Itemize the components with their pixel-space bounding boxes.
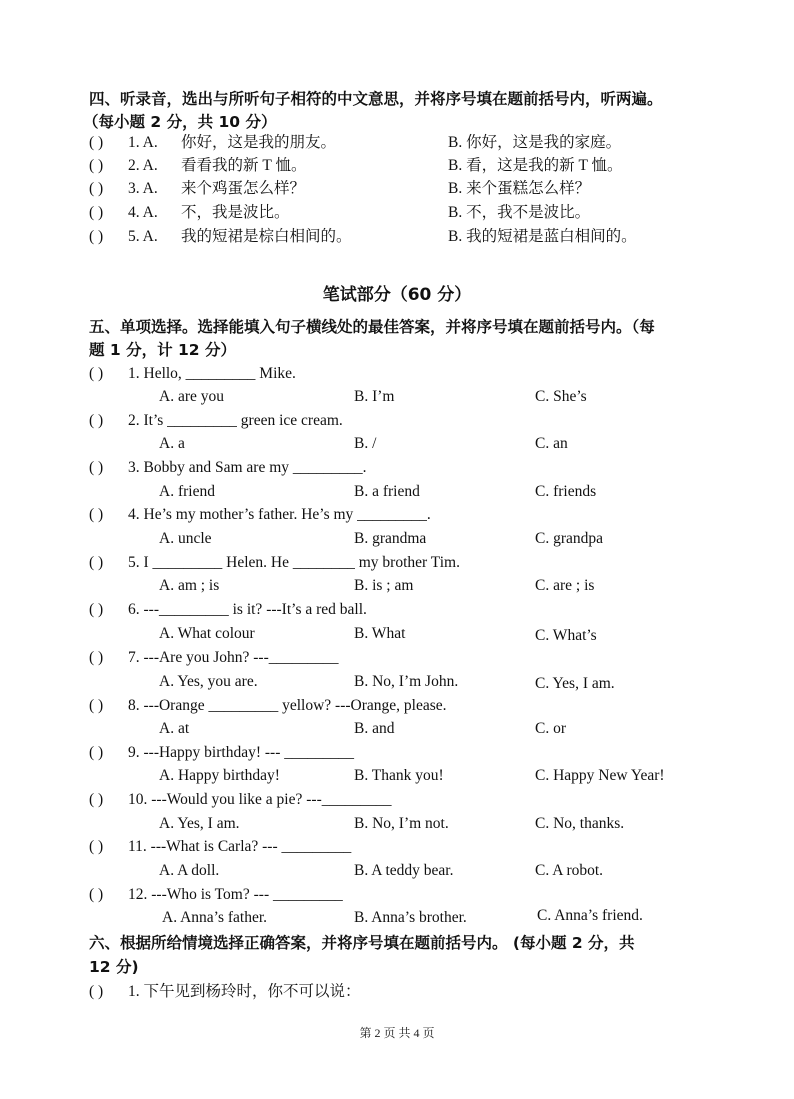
option-c: C. an [535, 435, 568, 452]
option-a: A. am ; is [159, 577, 220, 594]
question-text: 2. It’s _________ green ice cream. [128, 412, 343, 429]
option-c: C. or [535, 720, 566, 737]
answer-paren[interactable]: ( ) [89, 649, 104, 666]
options-row [0, 717, 794, 741]
question-text: 12. ---Who is Tom? --- _________ [128, 886, 343, 903]
option-b: B. What [354, 625, 406, 642]
question-text: 10. ---Would you like a pie? ---_________ [128, 791, 392, 808]
question-text: 4. He’s my mother’s father. He’s my _________. [128, 506, 431, 523]
option-b: B. and [354, 720, 395, 737]
answer-paren[interactable]: ( ) [89, 838, 104, 855]
option-c: C. Yes, I am. [535, 675, 615, 692]
option-a: A. Happy birthday! [159, 767, 280, 784]
answer-paren[interactable]: ( ) [89, 459, 104, 476]
question-text: 7. ---Are you John? ---_________ [128, 649, 339, 666]
question-text: 11. ---What is Carla? --- _________ [128, 838, 352, 855]
question-row [0, 362, 794, 386]
question-row [0, 456, 794, 480]
question-text: 5. I _________ Helen. He ________ my brother Tim. [128, 554, 460, 571]
section6-heading-line2: 12 分) [89, 958, 139, 976]
item-number: 2. A. [128, 157, 158, 174]
item-number: 4. A. [128, 204, 158, 221]
option-a: A. What colour [159, 625, 255, 642]
option-c: C. are ; is [535, 577, 595, 594]
option-a: A. Anna’s father. [162, 909, 268, 926]
option-b: B. grandma [354, 530, 427, 547]
option-b: B. 你好，这是我的家庭。 [448, 134, 622, 151]
section5-heading [0, 315, 794, 339]
section5-heading-line2: 题 1 分，计 12 分） [89, 341, 236, 359]
option-b: B. 看，这是我的新 T 恤。 [448, 157, 623, 174]
list-item [0, 225, 794, 249]
question-row [0, 788, 794, 812]
option-b: B. 我的短裙是蓝白相间的。 [448, 228, 637, 245]
option-b: B. No, I’m not. [354, 815, 449, 832]
section6-heading [0, 931, 794, 955]
list-item [0, 131, 794, 155]
answer-paren[interactable]: ( ) [89, 365, 104, 382]
answer-paren[interactable]: ( ) [89, 228, 104, 245]
option-b: B. is ; am [354, 577, 414, 594]
option-a: 我的短裙是棕白相间的。 [181, 228, 352, 245]
option-c: C. A robot. [535, 862, 604, 879]
answer-paren[interactable]: ( ) [89, 134, 104, 151]
options-row [0, 574, 794, 598]
options-row [0, 622, 794, 646]
option-b: B. / [354, 435, 377, 452]
options-row [0, 432, 794, 456]
question-row [0, 694, 794, 718]
option-a: 你好，这是我的朋友。 [181, 134, 337, 151]
section4-heading-line1: 四、听录音，选出与所听句子相符的中文意思，并将序号填在题前括号内，听两遍。 [89, 90, 663, 108]
item-number: 5. A. [128, 228, 158, 245]
answer-paren[interactable]: ( ) [89, 180, 104, 197]
option-c: C. friends [535, 483, 597, 500]
section5-heading-line1: 五、单项选择。选择能填入句子横线处的最佳答案，并将序号填在题前括号内。（每 [89, 318, 655, 336]
option-c: C. What’s [535, 627, 597, 644]
answer-paren[interactable]: ( ) [89, 697, 104, 714]
question-row [0, 646, 794, 670]
question-row [0, 503, 794, 527]
option-c: C. No, thanks. [535, 815, 625, 832]
option-a: 不，我是波比。 [181, 204, 290, 221]
option-a: A. at [159, 720, 190, 737]
section4-heading [0, 87, 794, 111]
list-item [0, 177, 794, 201]
answer-paren[interactable]: ( ) [89, 886, 104, 903]
question-row [0, 835, 794, 859]
question-text: 6. ---_________ is it? ---It’s a red ball. [128, 601, 367, 618]
options-row [0, 385, 794, 409]
answer-paren[interactable]: ( ) [89, 601, 104, 618]
question-text: 1. 下午见到杨玲时，你不可以说： [128, 983, 361, 1000]
option-c: C. She’s [535, 388, 587, 405]
written-section-title: 笔试部分（60 分） [322, 285, 472, 305]
section5-heading-2 [0, 338, 794, 362]
option-a: 看看我的新 T 恤。 [181, 157, 307, 174]
question-row [0, 980, 794, 1004]
question-row [0, 551, 794, 575]
option-b: B. No, I’m John. [354, 673, 459, 690]
option-b: B. I’m [354, 388, 395, 405]
option-b: B. 不，我不是波比。 [448, 204, 591, 221]
question-row [0, 883, 794, 907]
question-row [0, 598, 794, 622]
item-number: 1. A. [128, 134, 158, 151]
question-text: 9. ---Happy birthday! --- _________ [128, 744, 354, 761]
options-row [0, 859, 794, 883]
question-text: 3. Bobby and Sam are my _________. [128, 459, 367, 476]
option-a: A. Yes, you are. [159, 673, 258, 690]
answer-paren[interactable]: ( ) [89, 791, 104, 808]
answer-paren[interactable]: ( ) [89, 412, 104, 429]
answer-paren[interactable]: ( ) [89, 744, 104, 761]
option-a: A. a [159, 435, 185, 452]
option-c: C. Anna’s friend. [537, 907, 643, 924]
question-row [0, 741, 794, 765]
option-c: C. Happy New Year! [535, 767, 665, 784]
item-number: 3. A. [128, 180, 158, 197]
options-row [0, 527, 794, 551]
question-row [0, 409, 794, 433]
question-text: 8. ---Orange _________ yellow? ---Orange, please. [128, 697, 447, 714]
option-a: A. Yes, I am. [159, 815, 240, 832]
options-row [0, 812, 794, 836]
answer-paren[interactable]: ( ) [89, 157, 104, 174]
option-c: C. grandpa [535, 530, 604, 547]
options-row [0, 906, 794, 930]
answer-paren[interactable]: ( ) [89, 554, 104, 571]
options-row [0, 480, 794, 504]
list-item [0, 154, 794, 178]
option-b: B. Thank you! [354, 767, 444, 784]
answer-paren[interactable]: ( ) [89, 983, 104, 1000]
option-a: A. A doll. [159, 862, 220, 879]
question-text: 1. Hello, _________ Mike. [128, 365, 296, 382]
option-b: B. a friend [354, 483, 420, 500]
option-a: A. friend [159, 483, 215, 500]
section6-heading-line1: 六、根据所给情境选择正确答案，并将序号填在题前括号内。 (每小题 2 分，共 [89, 934, 635, 952]
option-a: A. are you [159, 388, 224, 405]
options-row [0, 764, 794, 788]
page-footer: 第 2 页 共 4 页 [359, 1026, 435, 1040]
options-row [0, 670, 794, 694]
option-a: 来个鸡蛋怎么样？ [181, 180, 306, 197]
option-b: B. A teddy bear. [354, 862, 454, 879]
section6-heading-2 [0, 955, 794, 979]
answer-paren[interactable]: ( ) [89, 506, 104, 523]
answer-paren[interactable]: ( ) [89, 204, 104, 221]
list-item [0, 201, 794, 225]
section4-heading-line2: （每小题 2 分，共 10 分） [83, 113, 277, 131]
option-b: B. Anna’s brother. [354, 909, 467, 926]
option-a: A. uncle [159, 530, 212, 547]
option-b: B. 来个蛋糕怎么样？ [448, 180, 591, 197]
